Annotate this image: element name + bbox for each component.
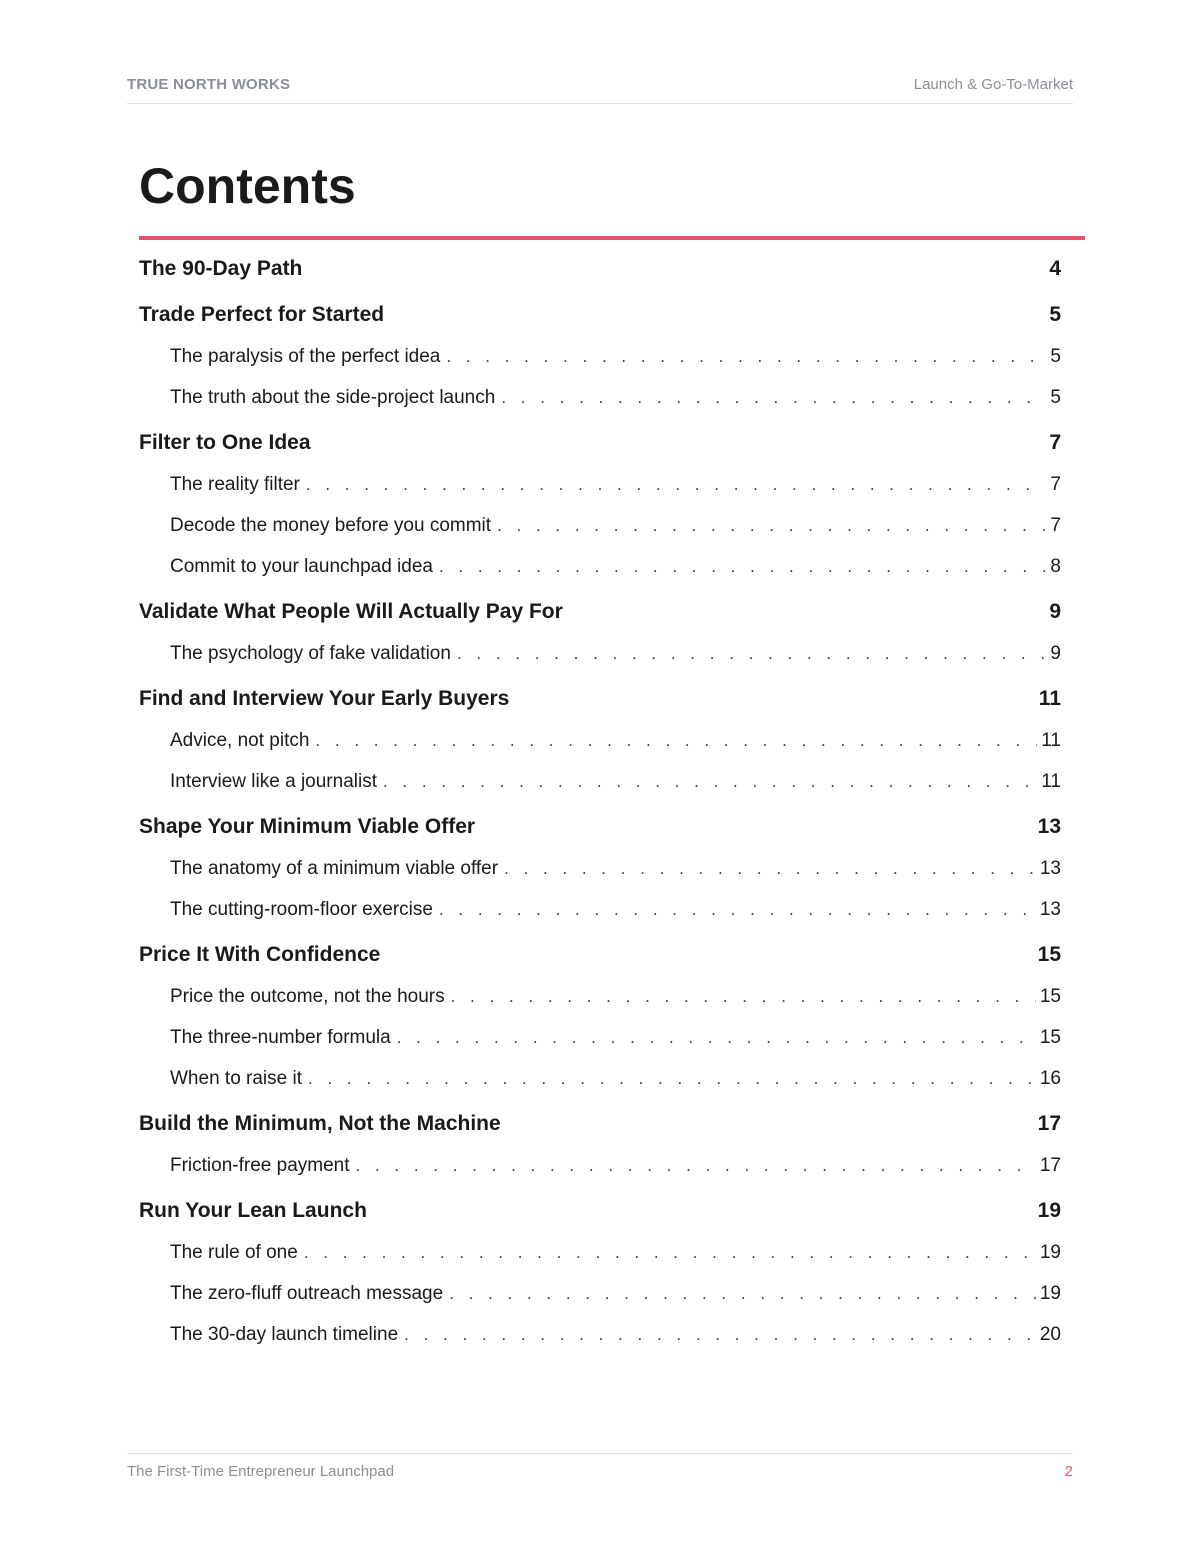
toc-section-entry[interactable] bbox=[139, 720, 1061, 761]
toc-section-entry[interactable] bbox=[139, 848, 1061, 889]
toc-section-page: 7 bbox=[1050, 474, 1061, 495]
toc-section-title: The three-number formula bbox=[170, 1027, 391, 1048]
dot-leader bbox=[497, 505, 1046, 546]
toc-chapter-page: 9 bbox=[1049, 600, 1061, 623]
toc-section-title: Friction-free payment bbox=[170, 1155, 350, 1176]
toc-chapter-page: 7 bbox=[1049, 431, 1061, 454]
toc-section-title: The psychology of fake validation bbox=[170, 643, 451, 664]
toc-section-entry[interactable] bbox=[139, 1232, 1061, 1273]
footer-page-number: 2 bbox=[1064, 1463, 1073, 1480]
toc-chapter-entry[interactable] bbox=[139, 934, 1061, 976]
toc-chapter-title: Find and Interview Your Early Buyers bbox=[139, 687, 510, 710]
toc-section-page: 13 bbox=[1039, 858, 1061, 879]
toc-section-page: 15 bbox=[1039, 1027, 1061, 1048]
toc-chapter-title: Price It With Confidence bbox=[139, 943, 381, 966]
toc-section-title: Decode the money before you commit bbox=[170, 515, 492, 536]
toc-section-title: The rule of one bbox=[170, 1242, 298, 1263]
toc-section-entry[interactable] bbox=[139, 336, 1061, 377]
toc-chapter-page: 4 bbox=[1049, 257, 1061, 280]
toc-section-title: The cutting-room-floor exercise bbox=[170, 899, 433, 920]
toc-chapter-entry[interactable] bbox=[139, 591, 1061, 633]
toc-section-page: 11 bbox=[1041, 730, 1061, 751]
toc-chapter-entry[interactable] bbox=[139, 248, 1061, 290]
toc-section-entry[interactable] bbox=[139, 1017, 1061, 1058]
running-footer bbox=[127, 1453, 1073, 1480]
running-header bbox=[127, 76, 1073, 104]
toc-section-page: 8 bbox=[1050, 556, 1061, 577]
dot-leader bbox=[308, 1058, 1036, 1099]
toc-chapter-title: Build the Minimum, Not the Machine bbox=[139, 1112, 501, 1135]
toc-chapter-page: 13 bbox=[1037, 815, 1061, 838]
dot-leader bbox=[439, 546, 1046, 587]
toc-section-title: When to raise it bbox=[170, 1068, 302, 1089]
toc-chapter-page: 11 bbox=[1038, 687, 1061, 710]
toc-chapter-page: 15 bbox=[1037, 943, 1061, 966]
dot-leader bbox=[404, 1314, 1036, 1355]
dot-leader bbox=[451, 976, 1036, 1017]
toc-chapter-entry[interactable] bbox=[139, 1190, 1061, 1232]
toc-section-page: 17 bbox=[1039, 1155, 1061, 1176]
toc-chapter-entry[interactable] bbox=[139, 678, 1061, 720]
toc-section-entry[interactable] bbox=[139, 761, 1061, 802]
toc-chapter-title: Trade Perfect for Started bbox=[139, 303, 385, 326]
toc-section-page: 20 bbox=[1039, 1324, 1061, 1345]
toc-section-page: 16 bbox=[1039, 1068, 1061, 1089]
toc-section-page: 5 bbox=[1050, 387, 1061, 408]
toc-section-page: 15 bbox=[1039, 986, 1061, 1007]
dot-leader bbox=[501, 377, 1046, 418]
toc-chapter-title: Shape Your Minimum Viable Offer bbox=[139, 815, 476, 838]
toc-section-entry[interactable] bbox=[139, 377, 1061, 418]
toc-chapter-title: Run Your Lean Launch bbox=[139, 1199, 367, 1222]
toc-section-entry[interactable] bbox=[139, 546, 1061, 587]
toc-section-title: The reality filter bbox=[170, 474, 300, 495]
dot-leader bbox=[356, 1145, 1036, 1186]
toc-section-title: Price the outcome, not the hours bbox=[170, 986, 445, 1007]
toc-chapter-entry[interactable] bbox=[139, 1103, 1061, 1145]
toc-section-title: Interview like a journalist bbox=[170, 771, 377, 792]
toc-section-entry[interactable] bbox=[139, 976, 1061, 1017]
toc-section-entry[interactable] bbox=[139, 889, 1061, 930]
toc-section-entry[interactable] bbox=[139, 1058, 1061, 1099]
dot-leader bbox=[439, 889, 1036, 930]
dot-leader bbox=[504, 848, 1036, 889]
toc-section-title: The anatomy of a minimum viable offer bbox=[170, 858, 499, 879]
dot-leader bbox=[457, 633, 1046, 674]
table-of-contents bbox=[139, 248, 1061, 1355]
toc-section-entry[interactable] bbox=[139, 1273, 1061, 1314]
dot-leader bbox=[306, 464, 1047, 505]
toc-chapter-title: Validate What People Will Actually Pay For bbox=[139, 600, 563, 623]
toc-section-entry[interactable] bbox=[139, 1145, 1061, 1186]
title-underline bbox=[139, 236, 1085, 240]
toc-section-title: Advice, not pitch bbox=[170, 730, 310, 751]
dot-leader bbox=[449, 1273, 1036, 1314]
toc-section-title: The paralysis of the perfect idea bbox=[170, 346, 441, 367]
dot-leader bbox=[446, 336, 1046, 377]
toc-section-page: 5 bbox=[1050, 346, 1061, 367]
toc-chapter-title: The 90-Day Path bbox=[139, 257, 303, 280]
toc-section-page: 7 bbox=[1050, 515, 1061, 536]
brand-name: TRUE NORTH WORKS bbox=[127, 76, 291, 93]
toc-chapter-page: 5 bbox=[1049, 303, 1061, 326]
dot-leader bbox=[383, 761, 1037, 802]
toc-section-page: 19 bbox=[1039, 1283, 1061, 1304]
toc-chapter-entry[interactable] bbox=[139, 422, 1061, 464]
toc-chapter-title: Filter to One Idea bbox=[139, 431, 311, 454]
toc-section-entry[interactable] bbox=[139, 505, 1061, 546]
toc-chapter-page: 17 bbox=[1037, 1112, 1061, 1135]
toc-section-title: The truth about the side-project launch bbox=[170, 387, 496, 408]
dot-leader bbox=[315, 720, 1037, 761]
footer-book-title: The First-Time Entrepreneur Launchpad bbox=[127, 1463, 395, 1480]
toc-section-title: Commit to your launchpad idea bbox=[170, 556, 433, 577]
toc-chapter-entry[interactable] bbox=[139, 806, 1061, 848]
toc-section-page: 9 bbox=[1050, 643, 1061, 664]
toc-section-entry[interactable] bbox=[139, 1314, 1061, 1355]
toc-section-page: 19 bbox=[1039, 1242, 1061, 1263]
toc-section-page: 13 bbox=[1039, 899, 1061, 920]
toc-section-entry[interactable] bbox=[139, 633, 1061, 674]
header-section-name: Launch & Go-To-Market bbox=[913, 76, 1073, 93]
toc-chapter-entry[interactable] bbox=[139, 294, 1061, 336]
toc-section-entry[interactable] bbox=[139, 464, 1061, 505]
toc-section-title: The 30-day launch timeline bbox=[170, 1324, 399, 1345]
dot-leader bbox=[304, 1232, 1036, 1273]
toc-section-title: The zero-fluff outreach message bbox=[170, 1283, 444, 1304]
toc-chapter-page: 19 bbox=[1037, 1199, 1061, 1222]
dot-leader bbox=[397, 1017, 1036, 1058]
toc-section-page: 11 bbox=[1041, 771, 1061, 792]
page-title: Contents bbox=[139, 158, 356, 214]
